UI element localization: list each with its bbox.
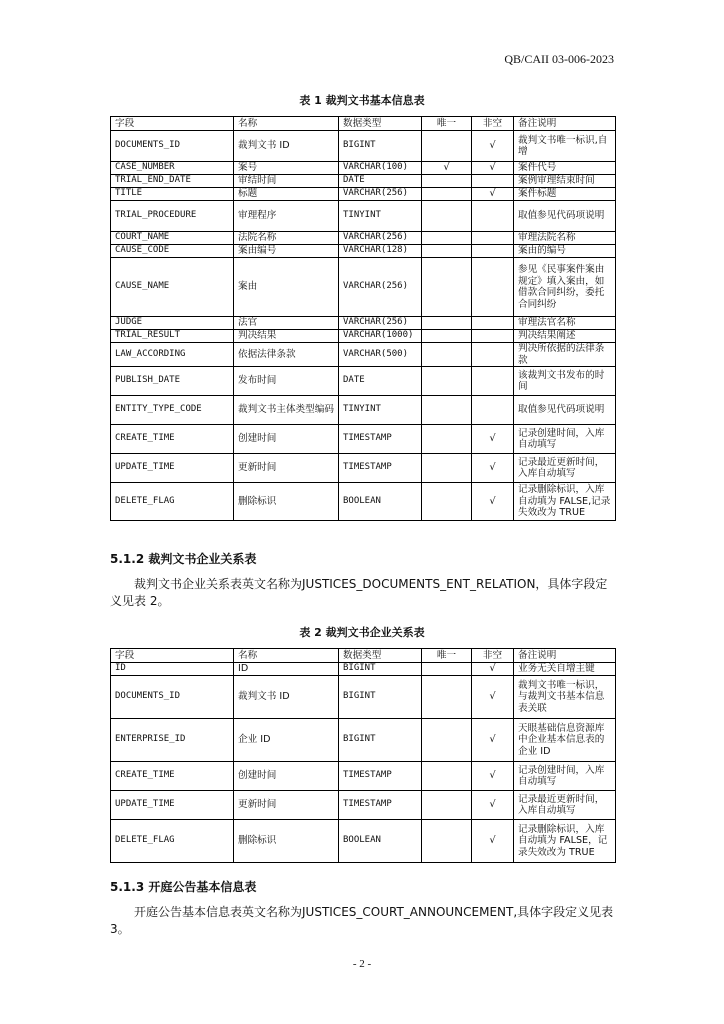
cell-unique — [422, 454, 472, 483]
cell-field: LAW_ACCORDING — [111, 343, 234, 367]
cell-field: CREATE_TIME — [111, 762, 234, 791]
table-row — [111, 425, 616, 454]
table-row — [111, 175, 616, 188]
cell-unique — [422, 396, 472, 425]
cell-name: 更新时间 — [234, 791, 339, 820]
cell-unique — [422, 188, 472, 201]
cell-name: 裁判文书 ID — [234, 676, 339, 719]
cell-unique — [422, 131, 472, 162]
cell-name: 创建时间 — [234, 425, 339, 454]
cell-notnull: √ — [472, 663, 514, 676]
col-header-field: 字段 — [111, 117, 234, 131]
col-header-unique: 唯一 — [422, 649, 472, 663]
cell-field: COURT_NAME — [111, 232, 234, 245]
col-header-remarks: 备注说明 — [514, 649, 616, 663]
cell-field: PUBLISH_DATE — [111, 367, 234, 396]
cell-remarks: 审理法官名称 — [514, 317, 616, 330]
cell-datatype: DATE — [339, 175, 422, 188]
table2-field-definitions — [110, 648, 616, 863]
cell-name: 案由编号 — [234, 245, 339, 258]
section-5-1-2-paragraph: 裁判文书企业关系表英文名称为JUSTICES_DOCUMENTS_ENT_RELATION，具体字段定义见表 2。 — [110, 577, 608, 608]
cell-remarks: 案例审理结束时间 — [514, 175, 616, 188]
cell-name: 案由 — [234, 258, 339, 317]
cell-unique — [422, 201, 472, 232]
cell-field: TRIAL_RESULT — [111, 330, 234, 343]
cell-remarks: 取值参见代码项说明 — [514, 201, 616, 232]
cell-field: DOCUMENTS_ID — [111, 676, 234, 719]
cell-notnull: √ — [472, 483, 514, 521]
cell-datatype: BOOLEAN — [339, 820, 422, 863]
cell-remarks: 记录创建时间，入库自动填写 — [514, 425, 616, 454]
cell-datatype: TIMESTAMP — [339, 791, 422, 820]
cell-notnull: √ — [472, 791, 514, 820]
cell-unique — [422, 425, 472, 454]
col-header-name: 名称 — [234, 117, 339, 131]
cell-datatype: VARCHAR(500) — [339, 343, 422, 367]
table-row — [111, 483, 616, 521]
cell-notnull: √ — [472, 820, 514, 863]
cell-remarks: 判决所依据的法律条款 — [514, 343, 616, 367]
table-row — [111, 201, 616, 232]
cell-name: 删除标识 — [234, 483, 339, 521]
cell-unique — [422, 258, 472, 317]
cell-notnull: √ — [472, 425, 514, 454]
cell-notnull: √ — [472, 454, 514, 483]
cell-notnull: √ — [472, 131, 514, 162]
table2-header-row — [111, 649, 616, 663]
cell-datatype: VARCHAR(256) — [339, 258, 422, 317]
table1-field-definitions — [110, 116, 616, 521]
cell-name: 企业 ID — [234, 719, 339, 762]
section-5-1-2-heading: 5.1.2 裁判文书企业关系表 — [110, 552, 257, 566]
cell-name: 发布时间 — [234, 367, 339, 396]
cell-remarks: 案由的编号 — [514, 245, 616, 258]
cell-datatype: VARCHAR(1000) — [339, 330, 422, 343]
cell-field: UPDATE_TIME — [111, 454, 234, 483]
table1-header-row — [111, 117, 616, 131]
cell-name: 法院名称 — [234, 232, 339, 245]
cell-remarks: 记录最近更新时间，入库自动填写 — [514, 454, 616, 483]
cell-datatype: VARCHAR(128) — [339, 245, 422, 258]
table-row — [111, 317, 616, 330]
cell-datatype: BIGINT — [339, 719, 422, 762]
cell-unique: √ — [422, 162, 472, 175]
col-header-unique: 唯一 — [422, 117, 472, 131]
cell-name: 依据法律条款 — [234, 343, 339, 367]
cell-field: JUDGE — [111, 317, 234, 330]
cell-unique — [422, 762, 472, 791]
cell-unique — [422, 367, 472, 396]
cell-notnull — [472, 396, 514, 425]
cell-notnull — [472, 343, 514, 367]
cell-datatype: VARCHAR(256) — [339, 188, 422, 201]
cell-remarks: 业务无关自增主键 — [514, 663, 616, 676]
cell-remarks: 取值参见代码项说明 — [514, 396, 616, 425]
cell-unique — [422, 175, 472, 188]
cell-name: 创建时间 — [234, 762, 339, 791]
cell-remarks: 该裁判文书发布的时间 — [514, 367, 616, 396]
cell-remarks: 审理法院名称 — [514, 232, 616, 245]
cell-field: TRIAL_END_DATE — [111, 175, 234, 188]
cell-remarks: 记录创建时间，入库自动填写 — [514, 762, 616, 791]
table2-body — [111, 663, 616, 863]
cell-field: DOCUMENTS_ID — [111, 131, 234, 162]
section-5-1-3-heading: 5.1.3 开庭公告基本信息表 — [110, 880, 257, 894]
cell-notnull — [472, 258, 514, 317]
table-row — [111, 162, 616, 175]
table1-body — [111, 131, 616, 521]
cell-unique — [422, 343, 472, 367]
cell-notnull: √ — [472, 719, 514, 762]
section-5-1-3-paragraph: 开庭公告基本信息表英文名称为JUSTICES_COURT_ANNOUNCEMENT,具体字段定义见表 3。 — [110, 905, 614, 936]
col-header-field: 字段 — [111, 649, 234, 663]
cell-remarks: 判决结果阐述 — [514, 330, 616, 343]
cell-notnull — [472, 232, 514, 245]
table-row — [111, 676, 616, 719]
cell-unique — [422, 676, 472, 719]
cell-notnull — [472, 330, 514, 343]
page-number: - 2 - — [352, 958, 372, 970]
col-header-datatype: 数据类型 — [339, 649, 422, 663]
table-row — [111, 188, 616, 201]
col-header-notnull: 非空 — [472, 649, 514, 663]
cell-remarks: 天眼基础信息资源库中企业基本信息表的企业 ID — [514, 719, 616, 762]
cell-remarks: 案件代号 — [514, 162, 616, 175]
cell-notnull: √ — [472, 676, 514, 719]
cell-datatype: BIGINT — [339, 131, 422, 162]
table-row — [111, 396, 616, 425]
standard-code: QB/CAII 03-006-2023 — [504, 52, 614, 66]
cell-datatype: BOOLEAN — [339, 483, 422, 521]
cell-notnull — [472, 367, 514, 396]
cell-remarks: 记录删除标识，入库自动填为 FALSE,记录失效改为 TRUE — [514, 483, 616, 521]
cell-field: ID — [111, 663, 234, 676]
table-row — [111, 343, 616, 367]
cell-field: CAUSE_CODE — [111, 245, 234, 258]
cell-name: 案号 — [234, 162, 339, 175]
table-row — [111, 245, 616, 258]
table-row — [111, 232, 616, 245]
cell-field: TITLE — [111, 188, 234, 201]
cell-remarks: 裁判文书唯一标识，与裁判文书基本信息表关联 — [514, 676, 616, 719]
cell-notnull — [472, 175, 514, 188]
table-row — [111, 791, 616, 820]
cell-field: CREATE_TIME — [111, 425, 234, 454]
table-row — [111, 820, 616, 863]
col-header-notnull: 非空 — [472, 117, 514, 131]
cell-name: 裁判文书 ID — [234, 131, 339, 162]
table-row — [111, 719, 616, 762]
cell-datatype: TINYINT — [339, 201, 422, 232]
cell-notnull — [472, 245, 514, 258]
cell-datatype: TIMESTAMP — [339, 454, 422, 483]
cell-remarks: 参见《民事案件案由规定》填入案由，如借款合同纠纷，委托合同纠纷 — [514, 258, 616, 317]
cell-datatype: BIGINT — [339, 663, 422, 676]
cell-field: CASE_NUMBER — [111, 162, 234, 175]
cell-name: 删除标识 — [234, 820, 339, 863]
cell-notnull — [472, 317, 514, 330]
col-header-name: 名称 — [234, 649, 339, 663]
cell-field: CAUSE_NAME — [111, 258, 234, 317]
cell-datatype: VARCHAR(256) — [339, 317, 422, 330]
cell-name: 标题 — [234, 188, 339, 201]
cell-name: 审结时间 — [234, 175, 339, 188]
table-row — [111, 367, 616, 396]
table-row — [111, 762, 616, 791]
cell-name: 裁判文书主体类型编码 — [234, 396, 339, 425]
cell-name: ID — [234, 663, 339, 676]
col-header-datatype: 数据类型 — [339, 117, 422, 131]
cell-field: UPDATE_TIME — [111, 791, 234, 820]
cell-notnull: √ — [472, 188, 514, 201]
cell-unique — [422, 663, 472, 676]
cell-datatype: VARCHAR(256) — [339, 232, 422, 245]
cell-unique — [422, 232, 472, 245]
cell-name: 法官 — [234, 317, 339, 330]
cell-notnull: √ — [472, 762, 514, 791]
cell-name: 审理程序 — [234, 201, 339, 232]
col-header-remarks: 备注说明 — [514, 117, 616, 131]
cell-unique — [422, 719, 472, 762]
cell-unique — [422, 820, 472, 863]
cell-notnull — [472, 201, 514, 232]
cell-remarks: 记录删除标识，入库自动填为 FALSE，记录失效改为 TRUE — [514, 820, 616, 863]
cell-datatype: BIGINT — [339, 676, 422, 719]
table-row — [111, 330, 616, 343]
cell-field: ENTERPRISE_ID — [111, 719, 234, 762]
cell-notnull: √ — [472, 162, 514, 175]
cell-field: DELETE_FLAG — [111, 820, 234, 863]
cell-name: 判决结果 — [234, 330, 339, 343]
table1-caption: 表 1 裁判文书基本信息表 — [299, 94, 425, 107]
cell-unique — [422, 483, 472, 521]
cell-datatype: DATE — [339, 367, 422, 396]
table-row — [111, 258, 616, 317]
cell-field: TRIAL_PROCEDURE — [111, 201, 234, 232]
table-row — [111, 131, 616, 162]
cell-name: 更新时间 — [234, 454, 339, 483]
cell-remarks: 裁判文书唯一标识,自增 — [514, 131, 616, 162]
cell-datatype: TINYINT — [339, 396, 422, 425]
table-row — [111, 663, 616, 676]
cell-field: ENTITY_TYPE_CODE — [111, 396, 234, 425]
cell-remarks: 记录最近更新时间，入库自动填写 — [514, 791, 616, 820]
cell-unique — [422, 791, 472, 820]
table-row — [111, 454, 616, 483]
cell-field: DELETE_FLAG — [111, 483, 234, 521]
cell-datatype: TIMESTAMP — [339, 425, 422, 454]
cell-datatype: VARCHAR(100) — [339, 162, 422, 175]
cell-unique — [422, 317, 472, 330]
cell-remarks: 案件标题 — [514, 188, 616, 201]
cell-unique — [422, 330, 472, 343]
cell-unique — [422, 245, 472, 258]
cell-datatype: TIMESTAMP — [339, 762, 422, 791]
table2-caption: 表 2 裁判文书企业关系表 — [299, 626, 425, 639]
